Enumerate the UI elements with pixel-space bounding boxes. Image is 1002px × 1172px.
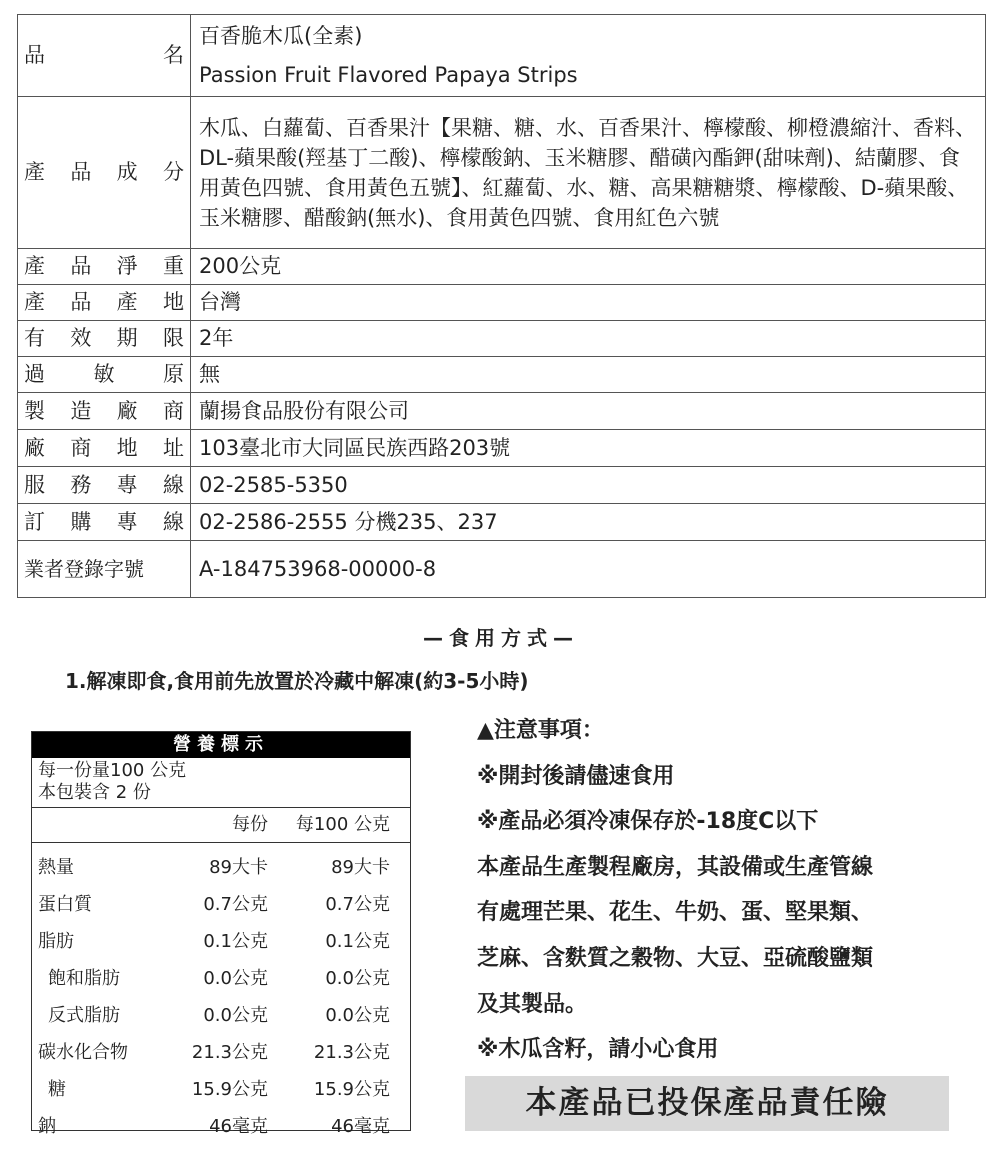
row-label: 產品產地 xyxy=(18,285,191,321)
row-label: 業者登錄字號 xyxy=(18,541,191,598)
col-per-100g: 每100 公克 xyxy=(295,814,390,835)
name-label: 品名 xyxy=(18,15,191,97)
ingredients-label: 產品成分 xyxy=(18,97,191,249)
note-line: 芝麻、含麩質之穀物、大豆、亞硫酸鹽類 xyxy=(477,945,874,971)
row-label: 訂購專線 xyxy=(18,504,191,541)
usage-title: —食用方式— xyxy=(423,626,579,650)
note-line: ※開封後請儘速食用 xyxy=(477,763,675,789)
row-value: 103臺北市大同區民族西路203號 xyxy=(191,430,986,467)
nutrition-row: 鈉 46毫克 46毫克 xyxy=(38,1116,390,1137)
product-info-table xyxy=(17,14,986,598)
notes-title: ▲注意事項： xyxy=(477,718,604,743)
nutrition-row: 熱量 89大卡 89大卡 xyxy=(38,857,390,878)
nutrition-row: 飽和脂肪 0.0公克 0.0公克 xyxy=(48,968,390,989)
note-line: ※產品必須冷凍保存於-18度C以下 xyxy=(477,809,819,835)
row-value: 蘭揚食品股份有限公司 xyxy=(191,393,986,430)
row-value: 200公克 xyxy=(191,249,986,285)
row-label: 製造廠商 xyxy=(18,393,191,430)
row-value: 2年 xyxy=(191,321,986,357)
note-line: ※木瓜含籽，請小心食用 xyxy=(477,1037,719,1063)
row-label: 產品淨重 xyxy=(18,249,191,285)
nutrition-row: 反式脂肪 0.0公克 0.0公克 xyxy=(48,1005,390,1026)
ingredients-value: 木瓜、白蘿蔔、百香果汁【果糖、糖、水、百香果汁、檸檬酸、柳橙濃縮汁、香料、DL-蘋果酸(羥基丁二酸)、檸檬酸鈉、玉米糖膠、醋磺內酯鉀(甜味劑)、結蘭膠、食用黃色四號、食用黃色五號】、紅蘿蔔、水、糖、高果糖糖漿、檸檬酸、D-蘋果酸、玉米糖膠、醋酸鈉(無水)、食用黃色四號、食用紅色六號 xyxy=(191,97,986,249)
notes-section xyxy=(477,708,977,1073)
row-value: 02-2585-5350 xyxy=(191,467,986,504)
nutrition-title: 營養標示 xyxy=(32,732,410,758)
col-per-serving: 每份 xyxy=(232,814,268,835)
note-line: 有處理芒果、花生、牛奶、蛋、堅果類、 xyxy=(477,900,874,926)
row-label: 服務專線 xyxy=(18,467,191,504)
row-label: 廠商地址 xyxy=(18,430,191,467)
nutrition-row: 脂肪 0.1公克 0.1公克 xyxy=(38,931,390,952)
row-value: A-184753968-00000-8 xyxy=(191,541,986,598)
row-label: 過敏原 xyxy=(18,357,191,393)
row-value: 台灣 xyxy=(191,285,986,321)
product-name-zh: 百香脆木瓜(全素) xyxy=(199,23,363,48)
row-value: 02-2586-2555 分機235、237 xyxy=(191,504,986,541)
usage-instruction: 1.解凍即食,食用前先放置於冷藏中解凍(約3-5小時) xyxy=(65,669,529,693)
row-label: 有效期限 xyxy=(18,321,191,357)
nutrition-header xyxy=(32,808,410,843)
servings-per-package: 本包裝含 2 份 xyxy=(38,782,151,803)
insurance-banner: 本產品已投保產品責任險 xyxy=(465,1076,949,1131)
nutrition-row: 蛋白質 0.7公克 0.7公克 xyxy=(38,894,390,915)
product-name-en: Passion Fruit Flavored Papaya Strips xyxy=(199,62,578,87)
note-line: 及其製品。 xyxy=(477,991,588,1017)
note-line: 本產品生產製程廠房，其設備或生產管線 xyxy=(477,854,874,880)
nutrition-row: 碳水化合物 21.3公克 21.3公克 xyxy=(38,1042,390,1063)
serving-size: 每一份量100 公克 xyxy=(38,760,187,781)
nutrition-table xyxy=(31,731,411,1137)
nutrition-row: 糖 15.9公克 15.9公克 xyxy=(48,1079,390,1100)
row-value: 無 xyxy=(191,357,986,393)
